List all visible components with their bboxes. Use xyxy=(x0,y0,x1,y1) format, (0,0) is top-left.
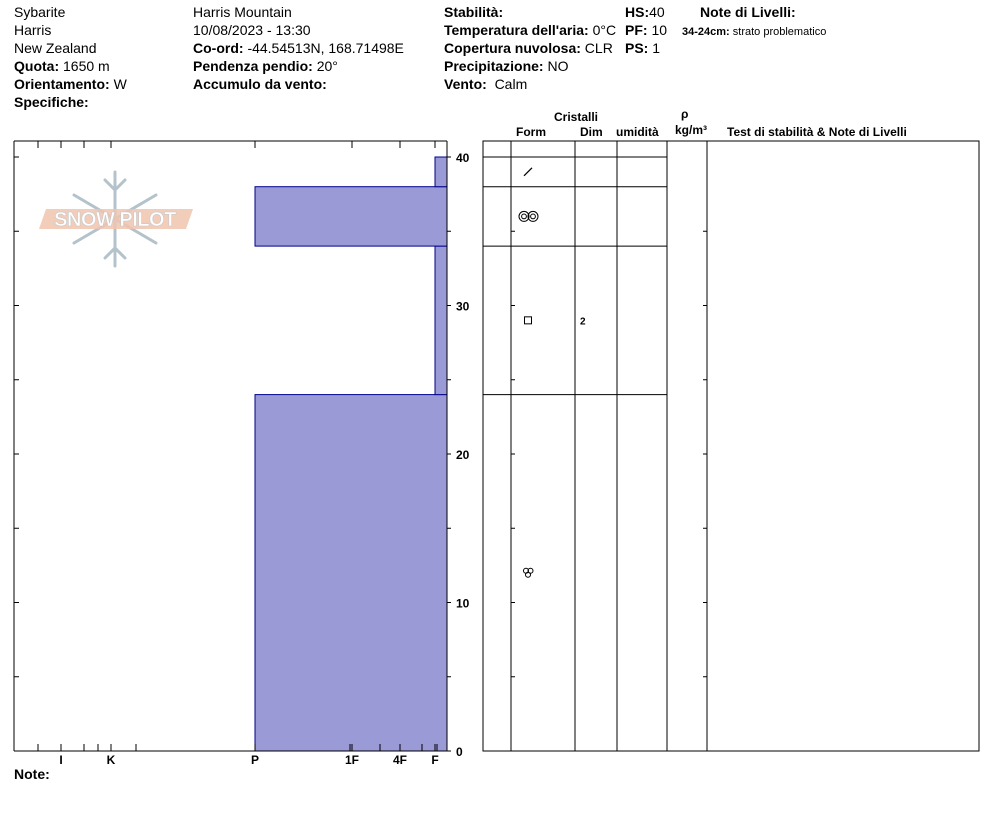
air-temperature: Temperatura dell'aria: 0°C xyxy=(444,22,617,38)
layer-table xyxy=(483,141,979,751)
crystals-header: Cristalli xyxy=(554,110,599,124)
x-tick-label: F xyxy=(431,753,439,767)
rounding-facets-icon xyxy=(524,568,534,577)
coordinates: Co-ord: -44.54513N, 168.71498E xyxy=(193,40,404,56)
crystal-size-label: 2 xyxy=(580,316,586,328)
rounded-grains-icon xyxy=(519,211,538,221)
wind-loading-label: Accumulo da vento: xyxy=(193,76,327,92)
layer-note: 34-24cm: strato problematico xyxy=(682,26,827,38)
hardness-bar-1 xyxy=(435,246,447,395)
moisture-header: umidità xyxy=(616,125,659,139)
x-tick-label: 1F xyxy=(344,753,360,767)
elevation: Quota: 1650 m xyxy=(14,58,110,74)
foot-penetration: PF: 10 xyxy=(625,22,668,38)
density-symbol: ρ xyxy=(681,107,689,121)
hardness-bar-2 xyxy=(255,187,447,246)
y-tick-label: 0 xyxy=(456,745,463,759)
logo-text: SNOW PILOT xyxy=(54,209,176,231)
aspect: Orientamento: W xyxy=(14,76,127,92)
cloud-cover: Copertura nuvolosa: CLR xyxy=(444,40,613,56)
observer: Sybarite xyxy=(14,4,66,20)
ski-penetration: PS: 1 xyxy=(625,40,661,56)
crystal-symbols xyxy=(519,168,586,577)
snow-height: HS:40 xyxy=(625,4,665,20)
stability-notes-header: Test di stabilità & Note di Livelli xyxy=(727,125,907,139)
notes-label: Note: xyxy=(14,766,50,782)
observation-datetime: 10/08/2023 - 13:30 xyxy=(193,22,311,38)
y-tick-label: 40 xyxy=(456,151,470,165)
faceted-crystal-icon xyxy=(525,317,532,324)
y-tick-label: 20 xyxy=(456,448,470,462)
form-header: Form xyxy=(516,125,546,139)
country: New Zealand xyxy=(14,40,97,56)
slope: Pendenza pendio: 20° xyxy=(193,58,338,74)
hardness-bars xyxy=(255,157,447,751)
precipitation-particle-icon xyxy=(524,168,532,176)
hardness-bar-0 xyxy=(255,395,447,751)
hardness-bar-3 xyxy=(435,157,447,187)
y-tick-label: 30 xyxy=(456,299,470,314)
wind: Vento: Calm xyxy=(444,76,528,92)
x-tick-label: K xyxy=(106,753,116,767)
stability-label: Stabilità: xyxy=(444,4,504,20)
layer-notes-label: Note di Livelli: xyxy=(700,4,796,20)
y-tick-label: 10 xyxy=(456,596,470,611)
density-unit: kg/m³ xyxy=(675,123,708,137)
location-area: Harris xyxy=(14,22,52,38)
x-tick-label: I xyxy=(59,753,63,767)
precipitation: Precipitazione: NO xyxy=(444,58,569,74)
x-tick-label: P xyxy=(250,753,260,767)
x-tick-label: 4F xyxy=(392,753,408,767)
table-border xyxy=(483,141,979,751)
size-header: Dim xyxy=(580,125,603,139)
site-name: Harris Mountain xyxy=(193,4,292,20)
specifics-label: Specifiche: xyxy=(14,94,89,110)
